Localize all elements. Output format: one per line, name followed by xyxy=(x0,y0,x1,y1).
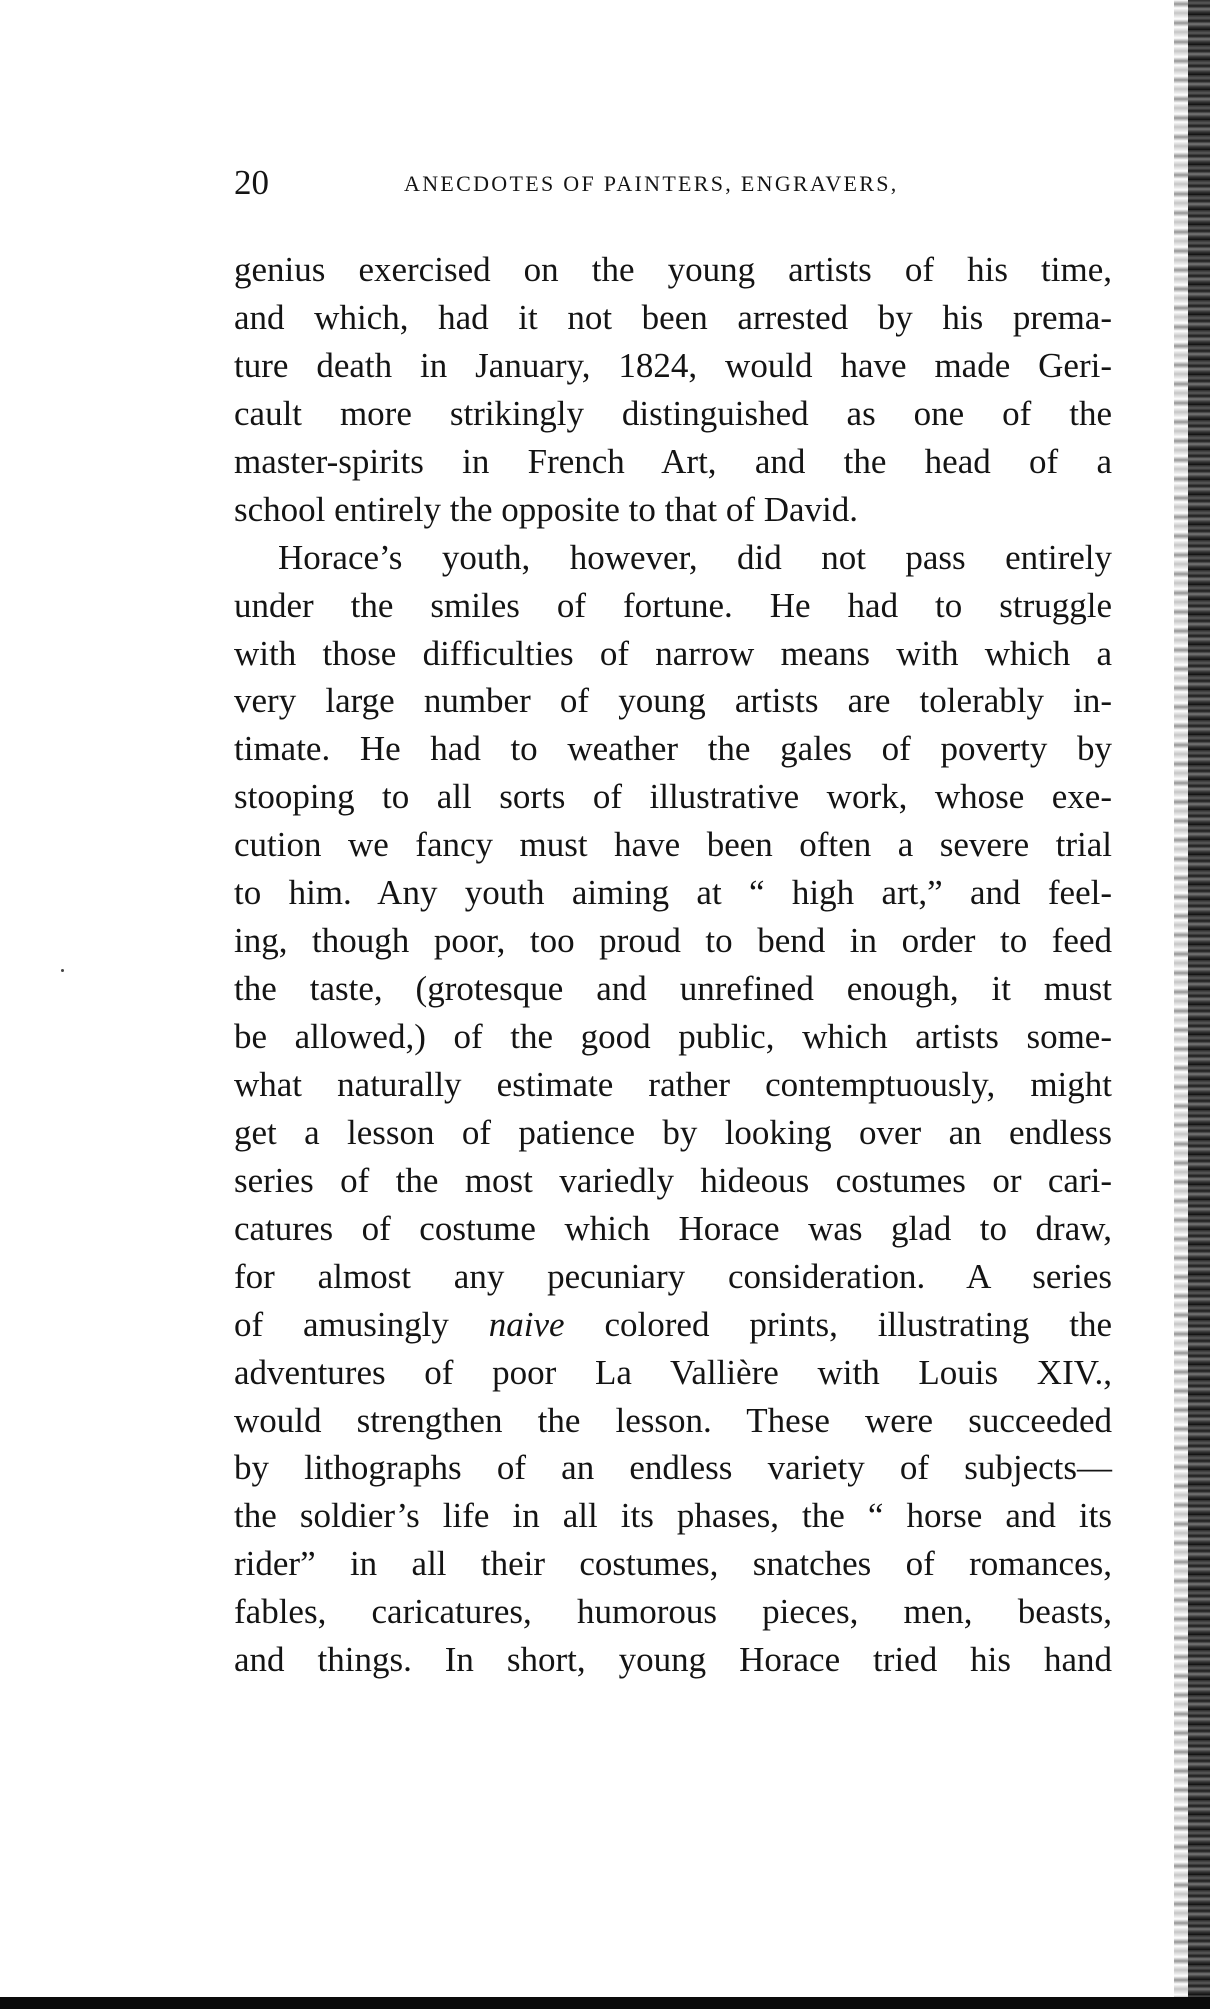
page-number: 20 xyxy=(234,163,269,202)
text-line: the soldier’s life in all its phases, the “ horse and its xyxy=(234,1496,1112,1536)
text-line: for almost any pecuniary consideration. A series xyxy=(234,1256,1112,1296)
paragraph-start-line: Horace’s youth, however, did not pass entirely xyxy=(278,537,1112,577)
text-line: cault more strikingly distinguished as one of the xyxy=(234,393,1112,433)
text-line: timate. He had to weather the gales of poverty by xyxy=(234,729,1112,769)
text-line-with-italic xyxy=(234,1301,1112,1349)
italic-word: naive xyxy=(488,1304,565,1344)
text-line: ture death in January, 1824, would have made Geri- xyxy=(234,345,1112,385)
text-line: series of the most variedly hideous costumes or cari- xyxy=(234,1160,1112,1200)
text-line: and which, had it not been arrested by his prema- xyxy=(234,297,1112,337)
page-header xyxy=(234,158,1114,208)
text-line: adventures of poor La Vallière with Louis XIV., xyxy=(234,1352,1112,1392)
text-line: cution we fancy must have been often a severe trial xyxy=(234,825,1112,865)
text-line: master-spirits in French Art, and the head of a xyxy=(234,441,1112,481)
text-line: catures of costume which Horace was glad to draw, xyxy=(234,1208,1112,1248)
body-text xyxy=(234,246,1112,1684)
text-line: under the smiles of fortune. He had to struggle xyxy=(234,585,1112,625)
text-line: very large number of young artists are tolerably in- xyxy=(234,681,1112,721)
page-edge-shadow xyxy=(1188,0,1210,2009)
text-line: ing, though poor, too proud to bend in order to feed xyxy=(234,921,1112,961)
text-line: fables, caricatures, humorous pieces, men, beasts, xyxy=(234,1592,1112,1632)
text-line: with those difficulties of narrow means with which a xyxy=(234,633,1112,673)
text-line: and things. In short, young Horace tried his hand xyxy=(234,1640,1112,1680)
scan-bottom-border xyxy=(0,1997,1210,2009)
text-line: the taste, (grotesque and unrefined enough, it must xyxy=(234,969,1112,1009)
text-line: get a lesson of patience by looking over an endless xyxy=(234,1112,1112,1152)
text-line: be allowed,) of the good public, which artists some- xyxy=(234,1017,1112,1056)
text-line: would strengthen the lesson. These were succeeded xyxy=(234,1400,1112,1440)
text-line: to him. Any youth aiming at “ high art,” and feel- xyxy=(234,873,1112,913)
text-line: by lithographs of an endless variety of subjects— xyxy=(234,1448,1112,1488)
text-line: stooping to all sorts of illustrative work, whose exe- xyxy=(234,777,1112,817)
running-head: ANECDOTES OF PAINTERS, ENGRAVERS, xyxy=(404,171,899,196)
margin-speck xyxy=(61,969,64,972)
text-line: what naturally estimate rather contemptuously, might xyxy=(234,1064,1112,1104)
text-segment: of amusingly xyxy=(234,1304,449,1344)
text-line: genius exercised on the young artists of his time, xyxy=(234,250,1112,289)
text-line: school entirely the opposite to that of David. xyxy=(234,489,859,529)
text-line: rider” in all their costumes, snatches of romances, xyxy=(234,1544,1112,1584)
text-segment: colored prints, illustrating the xyxy=(604,1304,1113,1344)
